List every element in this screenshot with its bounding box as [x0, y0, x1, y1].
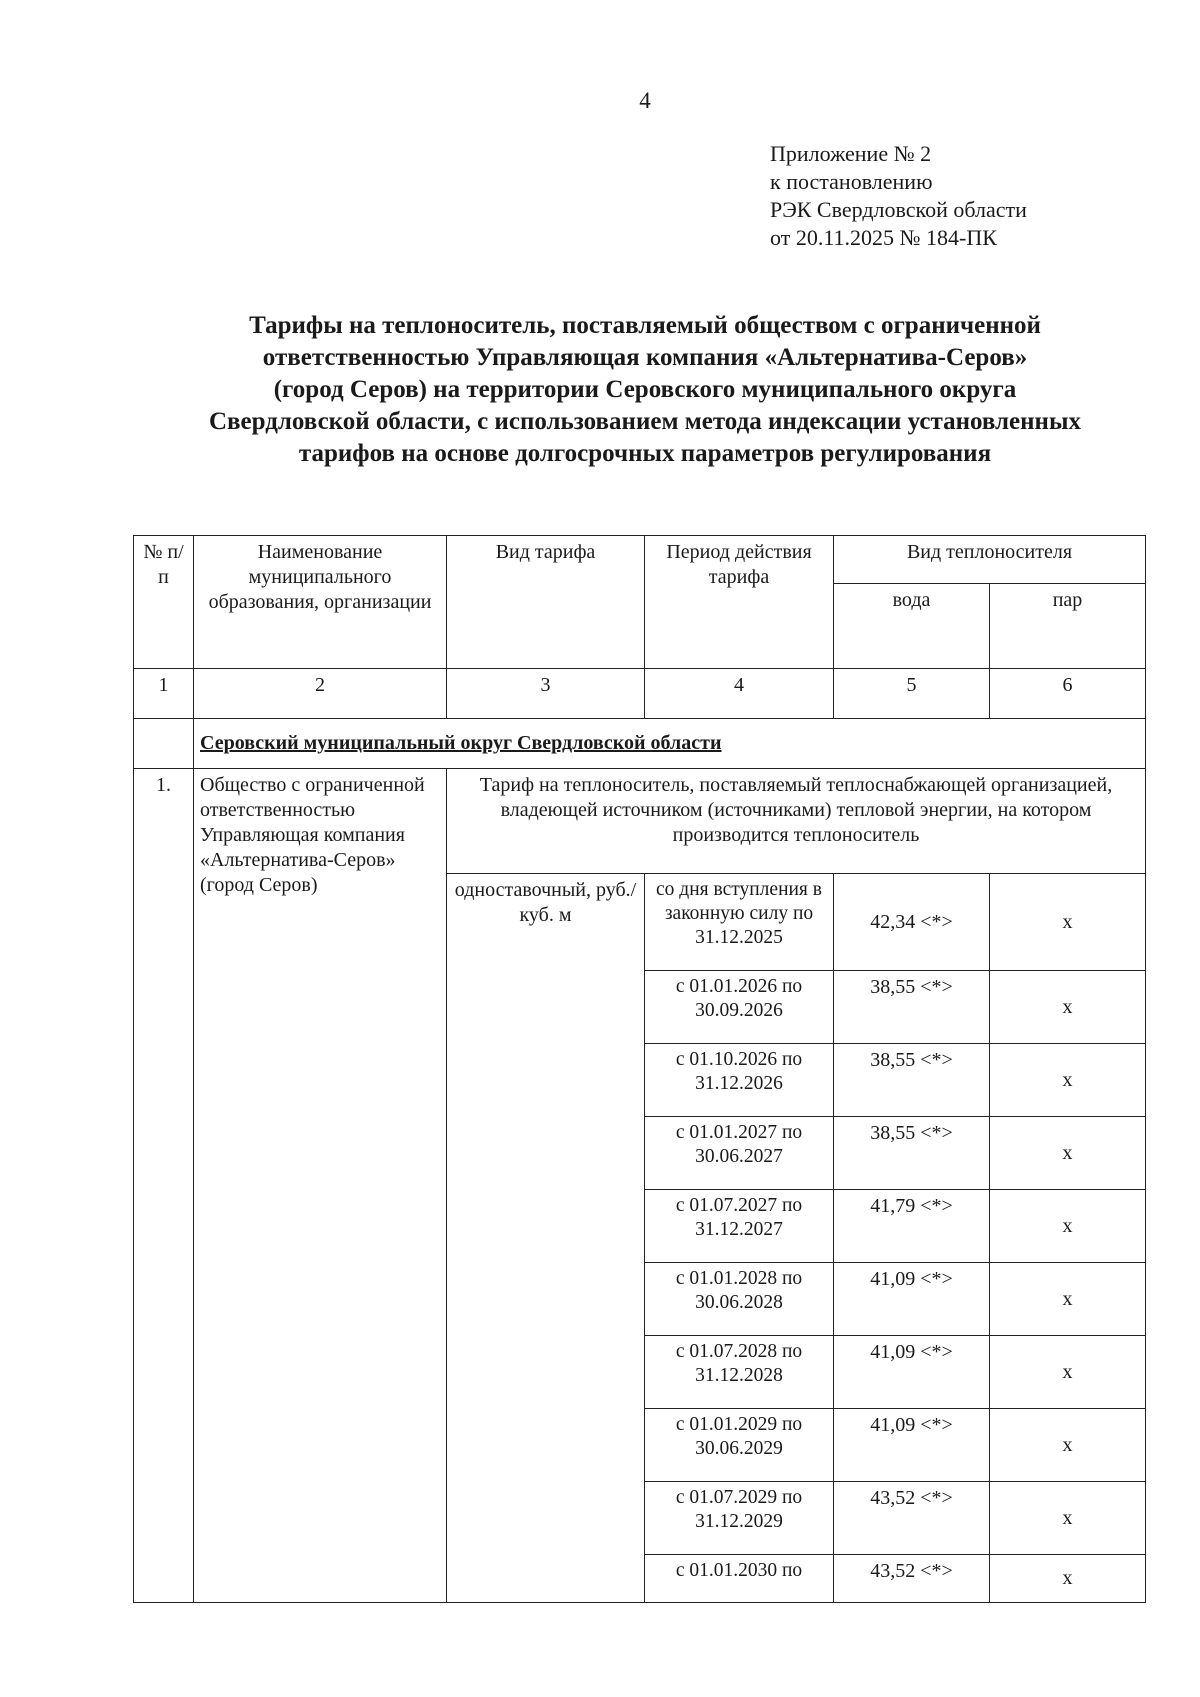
- period-cell: с 01.01.2027 по 30.06.2027: [645, 1117, 834, 1190]
- water-value: 42,34 <*>: [834, 874, 990, 971]
- header-carrier: Вид теплоносителя: [834, 536, 1146, 584]
- header-water: вода: [834, 584, 990, 669]
- column-number: 2: [194, 669, 447, 719]
- column-number: 5: [834, 669, 990, 719]
- steam-value: х: [990, 1482, 1146, 1555]
- steam-value: х: [990, 1044, 1146, 1117]
- period-cell: с 01.01.2030 по: [645, 1555, 834, 1603]
- section-row: [134, 719, 1146, 769]
- steam-value: х: [990, 1336, 1146, 1409]
- steam-value: х: [990, 874, 1146, 971]
- appendix-block: [770, 140, 1027, 252]
- water-value: 38,55 <*>: [834, 971, 990, 1044]
- steam-value: х: [990, 1117, 1146, 1190]
- water-value: 41,09 <*>: [834, 1409, 990, 1482]
- water-value: 43,52 <*>: [834, 1482, 990, 1555]
- period-cell: с 01.07.2028 по 31.12.2028: [645, 1336, 834, 1409]
- document-title: [120, 310, 1170, 470]
- water-value: 38,55 <*>: [834, 1117, 990, 1190]
- period-cell: с 01.01.2029 по 30.06.2029: [645, 1409, 834, 1482]
- appendix-line: Приложение № 2: [770, 141, 932, 166]
- section-title: Серовский муниципальный округ Свердловской области: [194, 719, 1146, 769]
- period-cell: с 01.07.2029 по 31.12.2029: [645, 1482, 834, 1555]
- period-cell: с 01.07.2027 по 31.12.2027: [645, 1190, 834, 1263]
- title-line: ответственностью Управляющая компания «Альтернатива-Серов»: [262, 344, 1028, 371]
- column-number: 3: [447, 669, 645, 719]
- title-line: тарифов на основе долгосрочных параметров регулирования: [298, 440, 992, 467]
- period-cell: с 01.01.2028 по 30.06.2028: [645, 1263, 834, 1336]
- header-tariff-type: Вид тарифа: [447, 536, 645, 669]
- water-value: 41,09 <*>: [834, 1336, 990, 1409]
- period-cell: с 01.01.2026 по 30.09.2026: [645, 971, 834, 1044]
- column-number: 1: [134, 669, 194, 719]
- column-number-row: [134, 669, 1146, 719]
- water-value: 41,09 <*>: [834, 1263, 990, 1336]
- steam-value: х: [990, 1555, 1146, 1603]
- title-line: Тарифы на теплоноситель, поставляемый обществом с ограниченной: [249, 312, 1041, 339]
- column-number: 4: [645, 669, 834, 719]
- tariff-description: Тариф на теплоноситель, поставляемый теплоснабжающей организацией, владеющей источником (источниками) тепловой энергии, на котором производится теплоноситель: [447, 769, 1146, 874]
- column-number: 6: [990, 669, 1146, 719]
- page-number: 4: [639, 88, 651, 113]
- title-line: (город Серов) на территории Серовского муниципального округа: [273, 376, 1017, 403]
- steam-value: х: [990, 1263, 1146, 1336]
- tariff-kind: одноставочный, руб./куб. м: [447, 874, 645, 1603]
- period-cell: со дня вступления в законную силу по 31.12.2025: [645, 874, 834, 971]
- appendix-line: РЭК Свердловской области: [770, 197, 1027, 222]
- water-value: 38,55 <*>: [834, 1044, 990, 1117]
- row-number: 1.: [134, 769, 194, 1603]
- header-num: № п/п: [134, 536, 194, 669]
- organization-name: Общество с ограниченной ответственностью Управляющая компания «Альтернатива-Серов» (город Серов): [194, 769, 447, 1603]
- header-org-name: Наименование муниципального образования, организации: [194, 536, 447, 669]
- steam-value: х: [990, 1190, 1146, 1263]
- steam-value: х: [990, 971, 1146, 1044]
- water-value: 41,79 <*>: [834, 1190, 990, 1263]
- period-cell: с 01.10.2026 по 31.12.2026: [645, 1044, 834, 1117]
- appendix-line: к постановлению: [770, 169, 933, 194]
- appendix-line: от 20.11.2025 № 184-ПК: [770, 225, 997, 250]
- steam-value: х: [990, 1409, 1146, 1482]
- header-steam: пар: [990, 584, 1146, 669]
- title-line: Свердловской области, с использованием метода индексации установленных: [209, 408, 1081, 435]
- water-value: 43,52 <*>: [834, 1555, 990, 1603]
- tariff-table: [133, 535, 1146, 1603]
- header-period: Период действия тарифа: [645, 536, 834, 669]
